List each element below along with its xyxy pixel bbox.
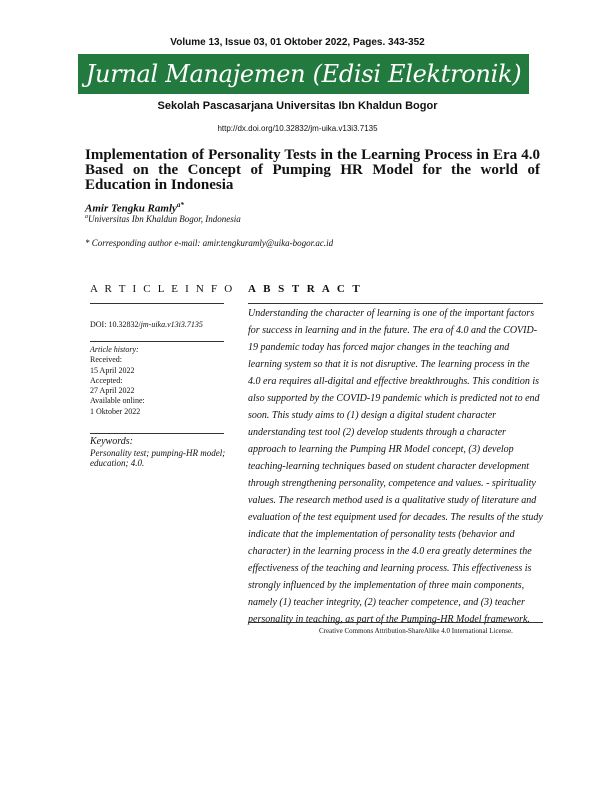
doi-link[interactable]: http://dx.doi.org/10.32832/jm-uika.v13i3.7135 xyxy=(217,124,378,133)
article-doi-label: DOI: 10.32832/ xyxy=(90,320,141,329)
journal-banner xyxy=(78,54,529,94)
history-label: Article history: xyxy=(90,345,139,354)
received-label: Received: xyxy=(90,355,122,365)
article-info-heading: A R T I C L E I N F O xyxy=(90,283,235,295)
article-info-divider xyxy=(90,303,224,304)
accepted-label: Accepted: xyxy=(90,375,123,385)
affiliation-text: Universitas Ibn Khaldun Bogor, Indonesia xyxy=(88,214,241,224)
accepted-date: 27 April 2022 xyxy=(90,386,135,396)
article-history xyxy=(90,345,145,417)
abstract-divider-bottom xyxy=(248,622,543,623)
author-name xyxy=(85,201,184,215)
article-doi xyxy=(90,320,203,329)
keywords-label: Keywords: xyxy=(90,436,133,447)
license-note[interactable]: Creative Commons Attribution-ShareAlike 4.0 International License. xyxy=(319,627,513,635)
paper-title: Implementation of Personality Tests in the Learning Process in Era 4.0 Based on the Concept of Pumping HR Model for the world of Education in Indonesia xyxy=(85,147,540,193)
journal-title: Jurnal Manajemen (Edisi Elektronik) xyxy=(85,60,522,88)
affiliation-mark: a xyxy=(85,214,88,220)
author-mark: a* xyxy=(176,201,184,209)
online-date: 1 Oktober 2022 xyxy=(90,406,141,416)
article-doi-value[interactable]: jm-uika.v13i3.7135 xyxy=(140,320,203,329)
corresponding-author: * Corresponding author e-mail: amir.tengkuramly@uika-bogor.ac.id xyxy=(85,238,334,248)
institution-name: Sekolah Pascasarjana Universitas Ibn Khaldun Bogor xyxy=(157,100,438,112)
history-divider xyxy=(90,341,224,342)
abstract-divider-top xyxy=(248,303,543,304)
volume-issue-line: Volume 13, Issue 03, 01 Oktober 2022, Pages. 343-352 xyxy=(170,37,425,48)
abstract-text: Understanding the character of learning is one of the important factors for success in learning and in the future. The era of 4.0 and the COVID-19 pandemic today has forced major changes in the teaching and learning system so that it is not disruptive. The learning process in the 4.0 era requires all-digital and effective breakthroughs. This condition is also supported by the COVID-19 pandemic which is predicted not to end soon. This study aims to (1) design a digital student character understanding test tool (2) develop students through a character approach to learning the Pumping HR Model concept, (3) develop teaching-learning techniques based on student character development through strengthening personality, competence and values. - spirituality values. The research method used is a qualitative study of literature and evaluation of the test equipment used for decades. The results of the study indicate that the implementation of personality tests (behavior and character) in the learning process in the 4.0 era greatly determines the effectiveness of the teaching and learning process. This effectiveness is strongly influenced by the implementation of three main components, namely (1) teacher integrity, (2) teacher competence, and (3) teacher personality in teaching, as part of the Pumping-HR Model framework. xyxy=(248,308,543,625)
author-name-text: Amir Tengku Ramly xyxy=(85,202,177,215)
abstract-heading: A B S T R A C T xyxy=(248,283,363,295)
online-label: Available online: xyxy=(90,396,145,406)
keywords-divider xyxy=(90,433,224,434)
received-date: 15 April 2022 xyxy=(90,365,135,375)
keywords-block xyxy=(90,437,230,469)
author-affiliation xyxy=(85,214,241,224)
keywords-text: Personality test; pumping-HR model; education; 4.0. xyxy=(90,447,226,468)
